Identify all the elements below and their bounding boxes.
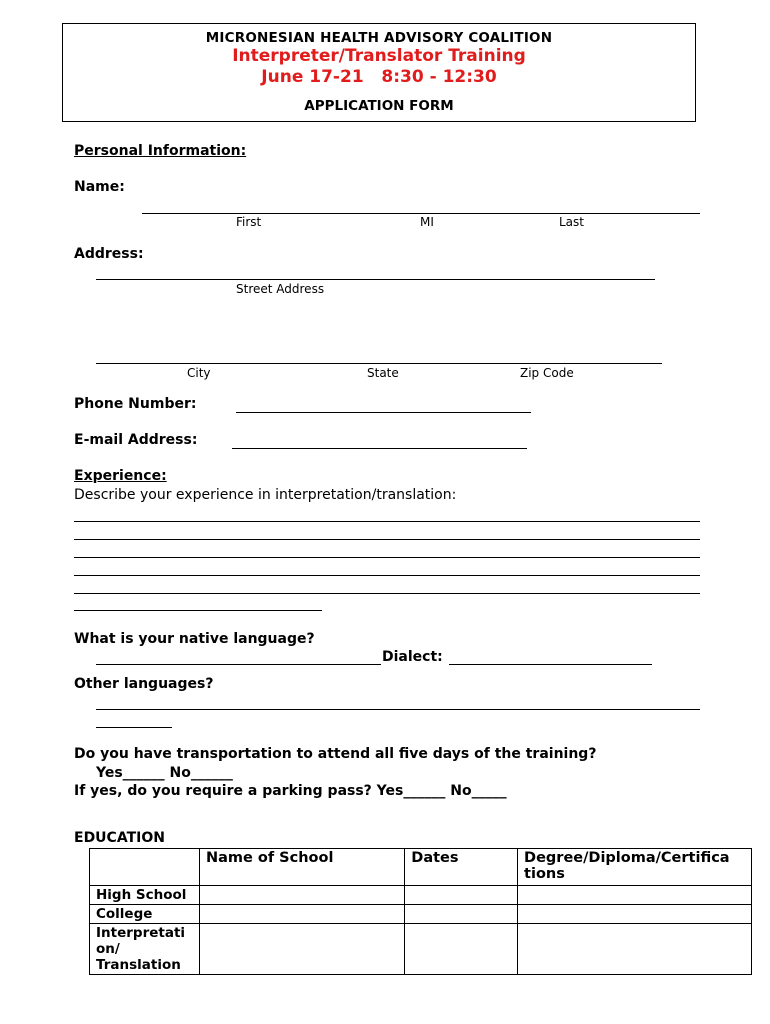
phone-label: Phone Number: [74, 396, 197, 412]
experience-heading: Experience: [74, 468, 167, 484]
table-cell[interactable] [405, 905, 518, 924]
row-header-interpretation: Interpretati on/ Translation [90, 924, 200, 975]
training-schedule: June 17-21 8:30 - 12:30 [261, 67, 497, 87]
column-header-degree: Degree/Diploma/Certifica tions [518, 849, 752, 886]
transportation-question: Do you have transportation to attend all five days of the training? [74, 746, 597, 762]
name-field-line[interactable] [142, 213, 700, 214]
email-field-line[interactable] [232, 448, 527, 449]
table-header-row [90, 849, 752, 886]
table-cell[interactable] [405, 886, 518, 905]
state-sublabel: State [367, 366, 399, 380]
table-cell[interactable] [199, 886, 404, 905]
other-languages-line[interactable] [96, 709, 700, 710]
name-first-sublabel: First [236, 215, 262, 229]
experience-line[interactable] [74, 557, 700, 558]
native-language-question: What is your native language? [74, 631, 315, 647]
dialect-label: Dialect: [382, 649, 443, 665]
parking-pass-question[interactable]: If yes, do you require a parking pass? Yes______ No_____ [74, 783, 507, 799]
column-header [90, 849, 200, 886]
name-label: Name: [74, 179, 125, 195]
table-cell[interactable] [518, 905, 752, 924]
table-cell[interactable] [405, 924, 518, 975]
row-header-college: College [90, 905, 200, 924]
street-address-line[interactable] [96, 279, 655, 280]
city-state-zip-line[interactable] [96, 363, 662, 364]
organization-name: MICRONESIAN HEALTH ADVISORY COALITION [205, 30, 553, 46]
experience-line[interactable] [74, 593, 700, 594]
education-table [89, 848, 752, 975]
name-last-sublabel: Last [559, 215, 584, 229]
address-label: Address: [74, 246, 144, 262]
column-header-school: Name of School [199, 849, 404, 886]
personal-info-heading: Personal Information: [74, 143, 247, 159]
header-box [62, 23, 696, 122]
form-title: APPLICATION FORM [304, 98, 454, 114]
zip-sublabel: Zip Code [520, 366, 574, 380]
table-row [90, 905, 752, 924]
table-row [90, 886, 752, 905]
city-sublabel: City [187, 366, 211, 380]
table-cell[interactable] [518, 924, 752, 975]
phone-field-line[interactable] [236, 412, 531, 413]
row-header-high-school: High School [90, 886, 200, 905]
table-cell[interactable] [518, 886, 752, 905]
street-address-sublabel: Street Address [236, 282, 325, 296]
table-cell[interactable] [199, 924, 404, 975]
native-language-line[interactable] [96, 664, 381, 665]
table-cell[interactable] [199, 905, 404, 924]
experience-line[interactable] [74, 610, 322, 611]
experience-line[interactable] [74, 539, 700, 540]
dialect-line[interactable] [449, 664, 652, 665]
transportation-yes-no[interactable]: Yes______ No______ [96, 765, 233, 781]
name-mi-sublabel: MI [420, 215, 434, 229]
other-languages-question: Other languages? [74, 676, 214, 692]
experience-prompt: Describe your experience in interpretation/translation: [74, 487, 457, 503]
other-languages-line[interactable] [96, 727, 172, 728]
email-label: E-mail Address: [74, 432, 198, 448]
column-header-dates: Dates [405, 849, 518, 886]
table-row [90, 924, 752, 975]
experience-line[interactable] [74, 521, 700, 522]
experience-line[interactable] [74, 575, 700, 576]
training-title: Interpreter/Translator Training [232, 46, 526, 66]
education-heading: EDUCATION [74, 830, 165, 846]
